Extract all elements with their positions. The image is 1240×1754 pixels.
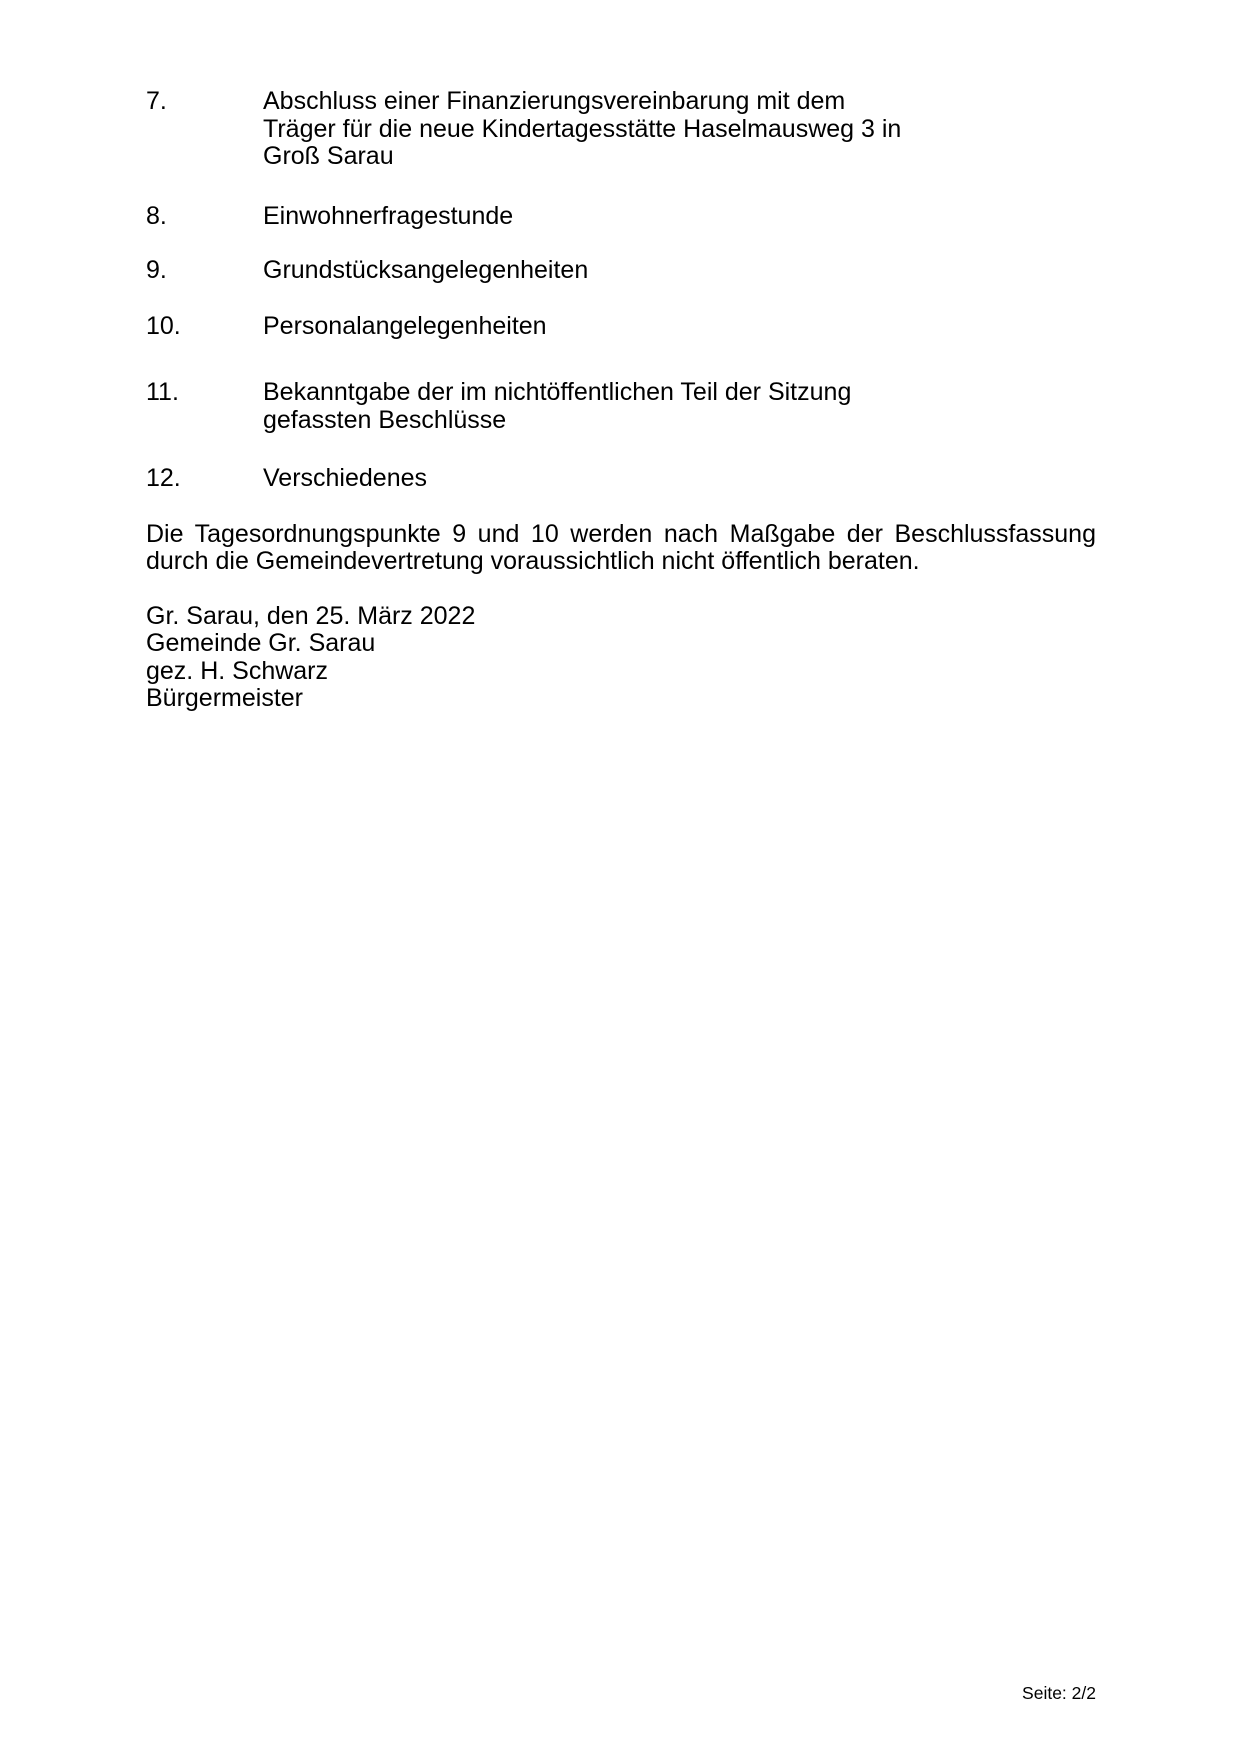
agenda-item-text: Abschluss einer Finanzierungsvereinbarung mit dem Träger für die neue Kindertagesstätte Haselmausweg 3 in Groß Sarau <box>263 87 902 170</box>
page-number-label: Seite: 2/2 <box>1022 1683 1096 1703</box>
agenda-item-text: Grundstücksangelegenheiten <box>263 256 589 284</box>
signature-organization: Gemeinde Gr. Sarau <box>146 629 376 657</box>
agenda-item-number: 10. <box>146 311 181 340</box>
signature-place-date: Gr. Sarau, den 25. März 2022 <box>146 601 476 630</box>
agenda-item-text: Personalangelegenheiten <box>263 311 547 340</box>
agenda-item-8 <box>146 203 1096 231</box>
agenda-item-number: 12. <box>146 464 181 492</box>
agenda-item-number: 11. <box>146 378 179 406</box>
agenda-item-text: Verschiedenes <box>263 464 428 492</box>
signature-signer: gez. H. Schwarz <box>146 656 329 685</box>
signature-block <box>146 603 1096 713</box>
agenda-item-number: 7. <box>146 87 167 115</box>
agenda-item-11 <box>146 379 1096 434</box>
agenda-item-12 <box>146 465 1096 493</box>
agenda-item-text: Bekanntgabe der im nichtöffentlichen Teil der Sitzung gefassten Beschlüsse <box>263 378 852 434</box>
agenda-item-number: 8. <box>146 201 167 230</box>
non-public-note: Die Tagesordnungspunkte 9 und 10 werden nach Maßgabe der Beschlussfassung durch die Gemeindevertretung voraussichtlich nicht öffentlich beraten. <box>146 519 1096 575</box>
agenda-item-text: Einwohnerfragestunde <box>263 201 514 230</box>
agenda-item-7 <box>146 88 1096 171</box>
agenda-list <box>146 88 1096 493</box>
agenda-item-9 <box>146 257 1096 285</box>
agenda-item-number: 9. <box>146 256 167 284</box>
signature-role: Bürgermeister <box>146 684 303 712</box>
agenda-item-10 <box>146 313 1096 341</box>
